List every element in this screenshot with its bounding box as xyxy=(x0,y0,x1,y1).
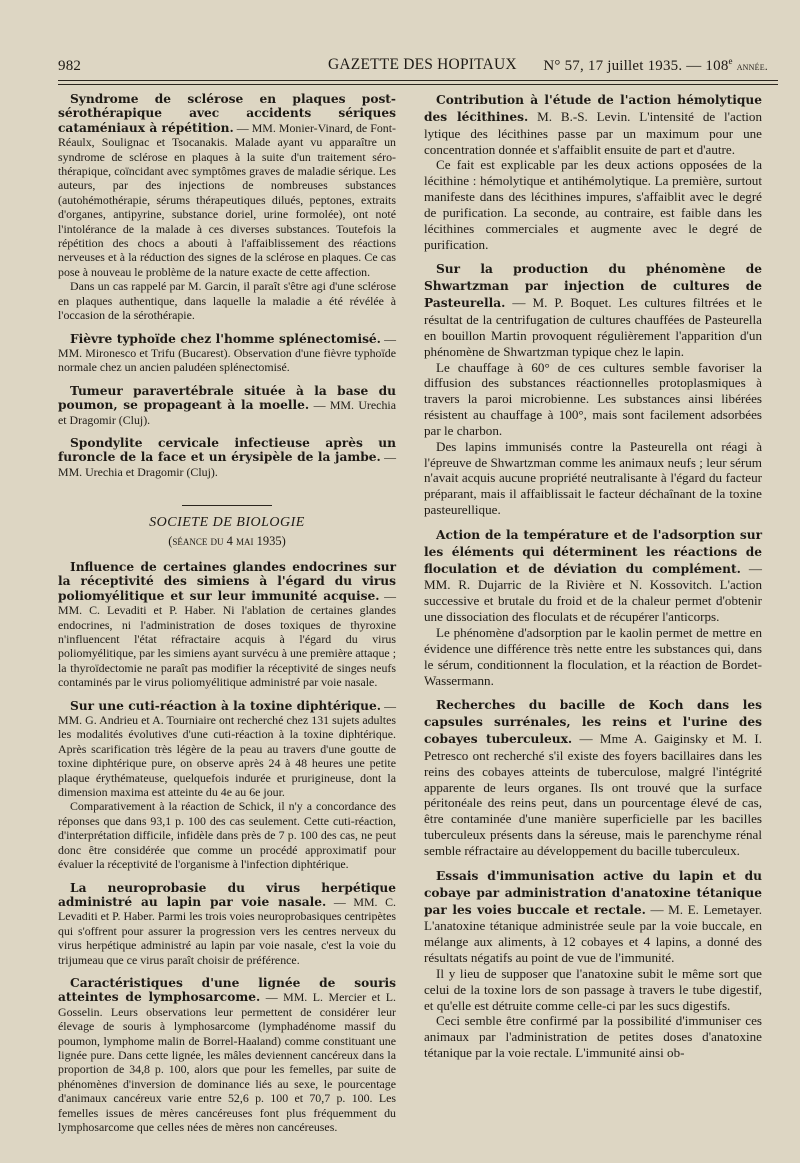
article-lead xyxy=(424,527,762,625)
page-number: 982 xyxy=(58,58,82,74)
section-date: (séance du 4 mai 1935) xyxy=(168,533,286,548)
right-articles xyxy=(424,92,762,1061)
issue-info xyxy=(543,56,768,75)
article-lead xyxy=(58,976,396,1134)
article-lead xyxy=(58,560,396,690)
article-authors: — MM. Monier-Vinard, de Font-Réaulx, Soulignac et Tsocanakis. xyxy=(58,120,396,150)
article-paragraph: Comparativement à la réaction de Schick, il n'y a concordance des réponses que dans 93,1 p. 100 des cas seulement. Cette cuti-réaction, d'interprétation difficile, infidèle dans près de 7 p. 100 des cas, ne peut donc être considérée que comme un procédé approximatif pour évaluer la réceptivité de l'organisme à l'infection diphtérique. xyxy=(58,799,396,872)
article-title: Contribution à l'étude de l'action hémolytique des lécithines. xyxy=(424,93,762,124)
article-lead xyxy=(58,332,396,375)
article-authors: — MM. R. Dujarric de la Rivière et N. Kossovitch. xyxy=(424,560,762,593)
article-paragraph: Le phénomène d'adsorption par le kaolin permet de mettre en évidence une différence très nette entre les substances qui, dans le sérum, conditionnent la floculation, et la réaction de Bordet-Wassermann. xyxy=(424,625,762,688)
article-authors: — MM. G. Andrieu et A. Tourniaire ont recherché chez 131 sujets adultes les modalités évolutives d'une cuti-réaction à la toxine diphtérique. xyxy=(58,698,396,742)
article-lead xyxy=(424,261,762,359)
edition-suffix: e xyxy=(728,56,733,66)
article-lead xyxy=(424,697,762,858)
article-text: ont recherché s'il existe des foyers bacillaires dans les reins des cobayes atteints de tuberculose, malgré l'intégrité apparente de leurs organes. Ils ont trouvé que la surface péritonéale des reins peut, dans un pourcentage élevé de cas, être contaminée d'une manière superficielle par les bacilles tuberculeux présents dans la séreuse, mais le parenchyme rénal semble réfractaire au développement du bacille tuberculeux. xyxy=(424,747,762,858)
article-authors: — MM. Urechia et Dragomir (Cluj). xyxy=(58,450,396,479)
article-authors: — M. E. Lemetayer. xyxy=(650,901,762,917)
journal-title: GAZETTE DES HOPITAUX xyxy=(328,56,517,73)
article-authors: — MM. C. Levaditi et P. Haber. xyxy=(58,588,396,618)
article-text: Les cultures filtrées et le résultat de la centrifugation de cultures chauffées de Pasteurella en bouillon Martin provoquent régulièrement l'apparition d'un phénomène de Shwartzman typique chez le lapin. xyxy=(424,295,763,359)
article-lead xyxy=(58,92,396,279)
article-authors: — Mme A. Gaiginsky et M. I. Petresco xyxy=(424,731,762,763)
article-text: Observation d'une fièvre typhoïde normale chez un ancien paludéen splénectomisé. xyxy=(58,345,396,375)
article-lead xyxy=(424,92,762,157)
article-authors: — MM. L. Mercier et L. Gosselin. xyxy=(58,990,396,1019)
issue-number-date: N° 57, 17 juillet 1935. — 108 xyxy=(543,58,729,74)
section-heading xyxy=(58,505,396,548)
article-text: L'intensité de l'action lytique des lécithines passe par un maximum pour une concentration donnée et s'affaiblit ensuite de part et d'autre. xyxy=(424,108,763,157)
page-header xyxy=(58,52,780,78)
article-paragraph: Dans un cas rappelé par M. Garcin, il paraît s'être agi d'une sclérose en plaques authentique, dans laquelle la maladie a été révélée à l'occasion de la sérothérapie. xyxy=(58,279,396,323)
article-authors: — MM. Mironesco et Trifu (Bucarest). xyxy=(58,331,396,360)
article-lead xyxy=(58,436,396,479)
article-title: Influence de certaines glandes endocrines sur la réceptivité des simiens à l'égard du virus poliomyélitique et sur leur immunité acquise. xyxy=(58,559,396,603)
article-lead xyxy=(58,881,396,967)
article-authors: — MM. C. Levaditi et P. Haber. xyxy=(58,894,396,924)
article-authors: — MM. Urechia et Dragomir (Cluj). xyxy=(58,398,396,427)
article-lead xyxy=(58,699,396,800)
article-text: Après scarification très légère de la peau au travers d'une goutte de toxine diphtérique pure, on observe après 24 à 48 heures une petite plaque érythémateuse, quelquefois indurée et prurigineuse, dont la dimension maxima est atteinte du 4e au 6e jour. xyxy=(58,741,396,800)
article-title: Essais d'immunisation active du lapin et du cobaye par administration d'anatoxine tétanique par les voies buccale et rectale. xyxy=(424,868,762,917)
header-rule-thin xyxy=(58,84,778,85)
article-title: Tumeur paravertébrale située à la base du poumon, se propageant à la moelle. xyxy=(58,383,396,413)
article-paragraph: Ceci semble être confirmé par la possibilité d'immuniser ces animaux par l'administration de petites doses d'anatoxine tétanique par la voie rectale. L'immunité ainsi ob- xyxy=(424,1013,762,1061)
article-title: Fièvre typhoïde chez l'homme splénectomisé. xyxy=(70,331,381,346)
article-title: La neuroprobasie du virus herpétique administré au lapin par voie nasale. xyxy=(58,880,396,909)
article-paragraph: Des lapins immunisés contre la Pasteurella ont réagi à l'épreuve de Shwartzman comme les animaux neufs ; leur sérum n'avait acquis aucune propriété neutralisante à l'égard du facteur préparant, mais il affaiblissait le facteur déchaînant de la toxine pasteurellique. xyxy=(424,438,762,518)
right-column xyxy=(424,92,762,1061)
article-paragraph: Il y lieu de supposer que l'anatoxine subit le même sort que celui de la toxine lors de son passage à travers le tube digestif, et qu'elle est détruite comme celle-ci par les sucs digestifs. xyxy=(424,965,762,1013)
left-column xyxy=(58,92,396,1134)
article-text: L'action successive et brutale du froid et de la chaleur permet d'obtenir une dissociation des floculats et de récupérer l'anticorps. xyxy=(424,577,762,625)
left-articles-bottom xyxy=(58,560,396,1134)
article-text: Malade ayant vu apparaître un syndrome de sclérose en plaques à la suite d'un traitement séro-thérapique, coïncidant avec symptômes graves de maladie sérique. Les auteurs, par des injections de nombreuses substances (autohémothérapie, sérums thérapeutiques dilués, peptones, extraits d'organes, antipyrine, substance doriel, urine formolée), ont noté l'intolérance de la malade à ces diverses substances. Toutefois la répétition des chocs a abouti à l'affaiblissement des réactions nerveuses et à la réduction des signes de la sclérose en plaques. Ce cas pose à nouveau le problème de la nature exacte de cette affection. xyxy=(58,135,396,279)
article-text: Parmi les trois voies neuroprobasiques centripètes qui s'offrent pour assurer la progression vers les centres nerveux du virus herpétique administré au lapin par voie nasale, c'est la voie du trijumeau que ce virus paraît choisir de préférence. xyxy=(58,909,396,967)
article-title: Caractéristiques d'une lignée de souris atteintes de lymphosarcome. xyxy=(58,975,396,1005)
article-text: Leurs observations leur permettent de considérer leur élevage de souris à lymphosarcome (lymphadénome massif du poumon, lymphome malin de Borrel-Haaland) comme constituant une lignée pure. Dans cette lignée, les mâles deviennent cancéreux dans la proportion de 34,8 p. 100, alors que pour les femelles, par suite de phénomènes d'inversion de dominance liés au sexe, le pourcentage d'animaux cancéreux varie entre 52,6 p. 100 et 70,7 p. 100. Les femelles issues de mères cancéreuses font plus fréquemment du lymphosarcome que celles nées de mères non cancéreuses. xyxy=(58,1004,396,1134)
left-articles-top xyxy=(58,92,396,479)
article-authors: — M. P. Boquet. xyxy=(512,295,612,311)
article-lead xyxy=(58,384,396,427)
article-paragraph: Ce fait est explicable par les deux actions opposées de la lécithine : hémolytique et antihémolytique. La première, surtout manifeste dans des lécithines impures, s'affaiblit avec le degré de purification. La seconde, au contraire, est faible dans les lécithines commerciales et augmente avec le degré de purification. xyxy=(424,157,762,252)
article-title: Action de la température et de l'adsorption sur les éléments qui déterminent les réactions de floculation et de déviation du complément. xyxy=(424,527,762,576)
edition-word: année. xyxy=(736,59,768,73)
article-title: Sur une cuti-réaction à la toxine diphtérique. xyxy=(70,698,382,713)
article-title: Spondylite cervicale infectieuse après un furoncle de la face et un érysipèle de la jambe. xyxy=(58,435,396,465)
article-lead xyxy=(424,868,762,966)
article-paragraph: Le chauffage à 60° de ces cultures semble favoriser la diffusion des substances réactionnelles protoplasmiques à travers la paroi microbienne. Les substances ainsi libérées résistent au chauffage à 100°, mais sont facilement adsorbées par le charbon. xyxy=(424,359,762,438)
article-title: Syndrome de sclérose en plaques post-sérothérapique avec accidents sériques cataméniaux à répétition. xyxy=(58,92,396,135)
article-title: Sur la production du phénomène de Shwartzman par injection de cultures de Pasteurella. xyxy=(424,262,762,311)
article-title: Recherches du bacille de Koch dans les capsules surrénales, les reins et l'urine des cobayes tuberculeux. xyxy=(424,698,762,747)
header-rule-thick xyxy=(58,80,778,81)
section-divider xyxy=(182,505,272,506)
article-text: Ni l'ablation de certaines glandes endocrines, ni l'administration de doses toxiques de thyroxine n'influencent l'état réfractaire acquis à l'égard du virus poliomyélitique, par les simiens ayant survécu à une première attaque ; la thyroïdectomie ne paraît pas modifier la réceptivité de singes neufs contaminés par le virus poliomyélitique administré par voie nasale. xyxy=(58,603,396,690)
article-authors: M. B.-S. Levin. xyxy=(537,108,631,124)
article-text: L'anatoxine tétanique administrée seule par la voie buccale, en mélange aux aliments, à 12 cobayes et 4 lapins, a donné des résultats négatifs au point de vue de l'immunité. xyxy=(424,918,762,966)
section-title: SOCIETE DE BIOLOGIE xyxy=(149,515,305,531)
